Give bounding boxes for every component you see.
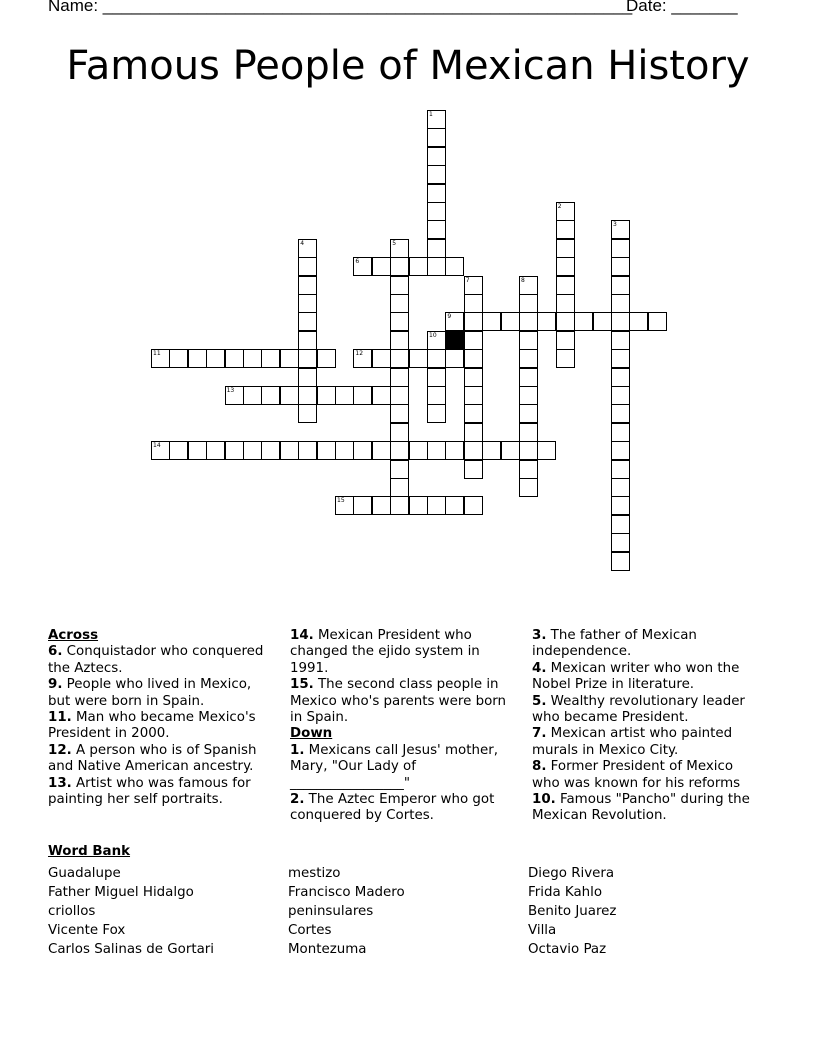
- crossword-cell[interactable]: [427, 441, 446, 460]
- crossword-cell[interactable]: [427, 368, 446, 387]
- crossword-cell[interactable]: [390, 404, 409, 423]
- crossword-cell[interactable]: [353, 257, 372, 276]
- crossword-cell[interactable]: [317, 349, 336, 368]
- word-bank-column-3: [528, 864, 616, 959]
- crossword-cell[interactable]: [445, 257, 464, 276]
- crossword-cell[interactable]: [611, 349, 630, 368]
- crossword-cell[interactable]: [353, 496, 372, 515]
- crossword-cell[interactable]: [390, 460, 409, 479]
- crossword-cell[interactable]: [464, 423, 483, 442]
- crossword-cell[interactable]: [464, 368, 483, 387]
- crossword-cell[interactable]: [427, 128, 446, 147]
- clue-down-7: 7. Mexican artist who painted murals in Mexico City.: [532, 726, 733, 758]
- word-bank-column-2: [288, 864, 405, 959]
- crossword-cell[interactable]: [298, 404, 317, 423]
- crossword-cell[interactable]: [206, 349, 225, 368]
- crossword-cell[interactable]: [335, 496, 354, 515]
- crossword-cell[interactable]: [317, 441, 336, 460]
- crossword-cell[interactable]: [482, 312, 501, 331]
- crossword-cell[interactable]: [611, 220, 630, 239]
- crossword-cell[interactable]: [390, 441, 409, 460]
- crossword-cell[interactable]: [206, 441, 225, 460]
- clue-number: 9: [447, 313, 452, 321]
- crossword-cell[interactable]: [427, 331, 446, 350]
- crossword-cell[interactable]: [519, 349, 538, 368]
- crossword-cell[interactable]: [556, 202, 575, 221]
- clue-down-3: 3. The father of Mexican independence.: [532, 628, 697, 660]
- crossword-cell[interactable]: [390, 257, 409, 276]
- clue-across-14: 14. Mexican President who changed the ejido system in 1991.: [290, 628, 480, 676]
- crossword-cell[interactable]: [611, 404, 630, 423]
- crossword-cell[interactable]: [280, 386, 299, 405]
- clue-number: 14: [153, 442, 161, 450]
- word-bank-column-1: [48, 864, 214, 959]
- clue-number: 5: [392, 239, 397, 247]
- clue-number: 7: [465, 276, 470, 284]
- crossword-cell[interactable]: [611, 276, 630, 295]
- crossword-cell[interactable]: [225, 386, 244, 405]
- crossword-cell[interactable]: [390, 312, 409, 331]
- crossword-cell[interactable]: [464, 331, 483, 350]
- crossword-cell[interactable]: [390, 423, 409, 442]
- crossword-cell[interactable]: [611, 239, 630, 258]
- crossword-cell[interactable]: [556, 294, 575, 313]
- crossword-cell[interactable]: [427, 147, 446, 166]
- crossword-cell[interactable]: [501, 441, 520, 460]
- crossword-cell[interactable]: [427, 257, 446, 276]
- clue-number: 3: [613, 221, 617, 229]
- crossword-cell[interactable]: [280, 441, 299, 460]
- crossword-cell[interactable]: [556, 239, 575, 258]
- crossword-cell[interactable]: [390, 496, 409, 515]
- word-bank-item: Benito Juarez: [528, 904, 617, 919]
- crossword-cell[interactable]: [464, 349, 483, 368]
- clue-down-2: 2. The Aztec Emperor who got conquered by Cortes.: [290, 792, 495, 824]
- clue-number: 1: [429, 111, 433, 118]
- crossword-cell[interactable]: [372, 349, 391, 368]
- crossword-cell[interactable]: [427, 404, 446, 423]
- crossword-cell[interactable]: [445, 312, 464, 331]
- crossword-cell[interactable]: [188, 349, 207, 368]
- crossword-cell[interactable]: [611, 386, 630, 405]
- word-bank-item: Montezuma: [288, 942, 367, 957]
- crossword-cell[interactable]: [298, 276, 317, 295]
- clue-across-9: 9. People who lived in Mexico, but were born in Spain.: [48, 677, 252, 709]
- crossword-cell[interactable]: [464, 294, 483, 313]
- date-field-label[interactable]: Date: _______: [626, 0, 738, 15]
- crossword-cell[interactable]: [464, 496, 483, 515]
- crossword-cell[interactable]: [611, 423, 630, 442]
- crossword-cell[interactable]: [556, 257, 575, 276]
- crossword-cell[interactable]: [298, 441, 317, 460]
- crossword-cell[interactable]: [390, 331, 409, 350]
- clue-down-5: 5. Wealthy revolutionary leader who became President.: [532, 693, 745, 726]
- crossword-cell[interactable]: [390, 294, 409, 313]
- crossword-cell[interactable]: [519, 368, 538, 387]
- clue-down-1: 1. Mexicans call Jesus' mother, Mary, "Our Lady of _________________": [290, 742, 498, 791]
- crossword-cell[interactable]: [445, 496, 464, 515]
- clue-across-11: 11. Man who became Mexico's President in 2000.: [48, 710, 256, 742]
- crossword-cell[interactable]: [519, 331, 538, 350]
- crossword-cell[interactable]: [225, 349, 244, 368]
- crossword-cell[interactable]: [169, 441, 188, 460]
- crossword-cell[interactable]: [556, 349, 575, 368]
- crossword-cell[interactable]: [409, 496, 428, 515]
- word-bank-heading: Word Bank: [48, 844, 131, 859]
- crossword-cell[interactable]: [445, 441, 464, 460]
- word-bank-item: peninsulares: [288, 904, 374, 919]
- crossword-cell[interactable]: [298, 331, 317, 350]
- clue-number: 15: [337, 497, 345, 505]
- crossword-cell[interactable]: [372, 257, 391, 276]
- word-bank-item: Guadalupe: [48, 866, 121, 881]
- crossword-cell[interactable]: [611, 331, 630, 350]
- crossword-cell[interactable]: [390, 386, 409, 405]
- crossword-cell[interactable]: [298, 257, 317, 276]
- crossword-cell[interactable]: [611, 478, 630, 497]
- crossword-cell[interactable]: [611, 496, 630, 515]
- crossword-cell[interactable]: [464, 312, 483, 331]
- crossword-cell[interactable]: [611, 257, 630, 276]
- word-bank-item: Vicente Fox: [48, 923, 126, 938]
- crossword-cell[interactable]: [556, 312, 575, 331]
- crossword-cell[interactable]: [298, 312, 317, 331]
- word-bank-item: mestizo: [288, 866, 341, 881]
- name-field-label[interactable]: Name: ________________________________________________________: [48, 0, 633, 15]
- clue-across-15: 15. The second class people in Mexico who's parents were born in Spain.: [290, 677, 507, 726]
- crossword-cell[interactable]: [372, 441, 391, 460]
- crossword-cell[interactable]: [261, 386, 280, 405]
- crossword-cell[interactable]: [464, 276, 483, 295]
- crossword-cell[interactable]: [280, 349, 299, 368]
- clue-number: 12: [355, 350, 364, 358]
- crossword-cell[interactable]: [464, 386, 483, 405]
- clue-down-4: 4. Mexican writer who won the Nobel Prize in literature.: [532, 660, 740, 693]
- crossword-black-cell: [445, 331, 464, 350]
- crossword-cell[interactable]: [335, 441, 354, 460]
- crossword-cell[interactable]: [519, 478, 538, 497]
- crossword-cell[interactable]: [261, 441, 280, 460]
- crossword-cell[interactable]: [593, 312, 612, 331]
- crossword-cell[interactable]: [409, 349, 428, 368]
- crossword-cell[interactable]: [556, 276, 575, 295]
- crossword-cell[interactable]: [427, 496, 446, 515]
- crossword-cell[interactable]: [151, 441, 170, 460]
- crossword-cell[interactable]: [409, 257, 428, 276]
- crossword-cell[interactable]: [427, 349, 446, 368]
- crossword-cell[interactable]: [427, 202, 446, 221]
- crossword-cell[interactable]: [519, 312, 538, 331]
- crossword-cell[interactable]: [445, 349, 464, 368]
- crossword-cell[interactable]: [169, 349, 188, 368]
- clue-number: 2: [557, 203, 562, 210]
- crossword-cell[interactable]: [298, 368, 317, 387]
- crossword-cell[interactable]: [519, 423, 538, 442]
- clue-number: 13: [226, 387, 235, 394]
- crossword-cell[interactable]: [611, 294, 630, 313]
- crossword-cell[interactable]: [519, 441, 538, 460]
- word-bank-item: Villa: [528, 923, 557, 938]
- crossword-cell[interactable]: [537, 312, 556, 331]
- crossword-cell[interactable]: [298, 386, 317, 405]
- clue-number: 11: [153, 350, 161, 358]
- clue-down-10: 10. Famous "Pancho" during the Mexican Revolution.: [532, 792, 750, 824]
- word-bank-item: Father Miguel Hidalgo: [48, 885, 194, 900]
- crossword-cell[interactable]: [427, 239, 446, 258]
- crossword-cell[interactable]: [317, 386, 336, 405]
- clue-down-8: 8. Former President of Mexico who was known for his reforms: [532, 759, 741, 791]
- word-bank-item: Diego Rivera: [528, 866, 615, 881]
- crossword-cell[interactable]: [353, 349, 372, 368]
- crossword-cell[interactable]: [390, 239, 409, 258]
- crossword-cell[interactable]: [298, 349, 317, 368]
- crossword-cell[interactable]: [611, 552, 630, 571]
- crossword-cell[interactable]: [151, 349, 170, 368]
- crossword-cell[interactable]: [464, 460, 483, 479]
- crossword-cell[interactable]: [519, 386, 538, 405]
- clue-number: 4: [300, 239, 305, 247]
- crossword-cell[interactable]: [188, 441, 207, 460]
- clue-number: 6: [355, 258, 360, 266]
- crossword-cell[interactable]: [243, 386, 262, 405]
- crossword-cell[interactable]: [611, 312, 630, 331]
- crossword-cell[interactable]: [611, 441, 630, 460]
- crossword-cell[interactable]: [427, 110, 446, 129]
- word-bank-item: Carlos Salinas de Gortari: [48, 942, 215, 957]
- clue-across-13: 13. Artist who was famous for painting her self portraits.: [48, 775, 251, 808]
- clues-column-2: [290, 628, 520, 825]
- clue-across-6: 6. Conquistador who conquered the Aztecs.: [48, 644, 264, 676]
- clue-number: 10: [429, 331, 437, 339]
- crossword-cell[interactable]: [298, 239, 317, 258]
- crossword-cell[interactable]: [390, 349, 409, 368]
- crossword-cell[interactable]: [629, 312, 648, 331]
- crossword-cell[interactable]: [298, 294, 317, 313]
- crossword-cell[interactable]: [574, 312, 593, 331]
- crossword-cell[interactable]: [537, 441, 556, 460]
- clues-column-3: [532, 628, 764, 825]
- page-title: Famous People of Mexican History: [66, 43, 750, 89]
- crossword-cell[interactable]: [427, 184, 446, 203]
- crossword-cell[interactable]: [243, 349, 262, 368]
- crossword-cell[interactable]: [556, 331, 575, 350]
- crossword-cell[interactable]: [482, 441, 501, 460]
- crossword-cell[interactable]: [427, 220, 446, 239]
- crossword-cell[interactable]: [464, 441, 483, 460]
- crossword-cell[interactable]: [556, 220, 575, 239]
- crossword-cell[interactable]: [648, 312, 667, 331]
- crossword-cell[interactable]: [390, 368, 409, 387]
- word-bank-item: Francisco Madero: [288, 885, 405, 900]
- crossword-cell[interactable]: [501, 312, 520, 331]
- crossword-cell[interactable]: [372, 496, 391, 515]
- crossword-cell[interactable]: [611, 368, 630, 387]
- crossword-cell[interactable]: [353, 386, 372, 405]
- crossword-cell[interactable]: [261, 349, 280, 368]
- crossword-cell[interactable]: [409, 441, 428, 460]
- crossword-cell[interactable]: [427, 165, 446, 184]
- crossword-cell[interactable]: [611, 460, 630, 479]
- crossword-cell[interactable]: [519, 460, 538, 479]
- crossword-cell[interactable]: [464, 404, 483, 423]
- crossword-cell[interactable]: [390, 276, 409, 295]
- across-heading: Across: [48, 628, 99, 643]
- crossword-cell[interactable]: [353, 441, 372, 460]
- crossword-cell[interactable]: [372, 386, 391, 405]
- crossword-cell[interactable]: [225, 441, 244, 460]
- clue-across-12: 12. A person who is of Spanish and Native American ancestry.: [48, 742, 257, 775]
- crossword-cell[interactable]: [243, 441, 262, 460]
- crossword-cell[interactable]: [390, 478, 409, 497]
- crossword-cell[interactable]: [519, 294, 538, 313]
- down-heading: Down: [290, 726, 333, 742]
- clues-column-1: [48, 628, 273, 808]
- word-bank-item: Cortes: [288, 923, 332, 938]
- crossword-cell[interactable]: [519, 404, 538, 423]
- crossword-cell[interactable]: [611, 533, 630, 552]
- crossword-cell[interactable]: [335, 386, 354, 405]
- word-bank-item: Octavio Paz: [528, 942, 607, 957]
- word-bank-item: Frida Kahlo: [528, 885, 603, 900]
- crossword-cell[interactable]: [611, 515, 630, 534]
- word-bank-item: criollos: [48, 904, 96, 919]
- crossword-cell[interactable]: [519, 276, 538, 295]
- crossword-cell[interactable]: [427, 386, 446, 405]
- clue-number: 8: [521, 276, 525, 284]
